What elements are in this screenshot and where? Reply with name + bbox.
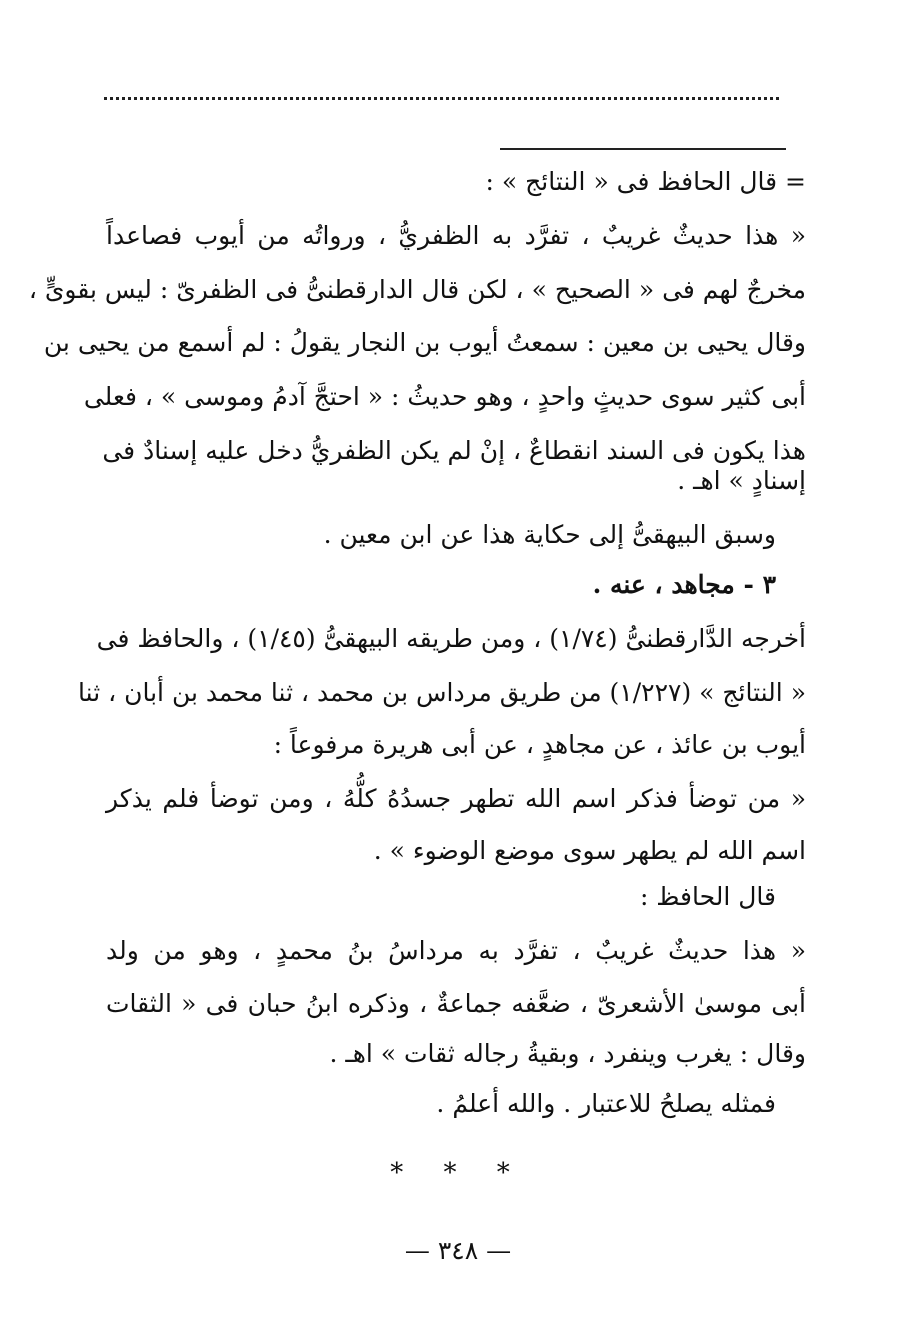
text-line: إسنادٍ » اهـ . bbox=[677, 466, 806, 495]
text-line: مخرجٌ لهم فى « الصحيح » ، لكن قال الدارقطنىُّ فى الظفرىّ : ليس بقوىٍّ ، bbox=[28, 275, 806, 304]
section-heading: ٣ - مجاهد ، عنه . bbox=[592, 570, 776, 599]
text-line: = قال الحافظ فى « النتائج » : bbox=[485, 167, 806, 196]
text-line: « هذا حديثٌ غريبٌ ، تفرَّد به مرداسُ بنُ محمدٍ ، وهو من ولد bbox=[106, 936, 806, 965]
text-line: وقال : يغرب وينفرد ، وبقيةُ رجاله ثقات » اهـ . bbox=[329, 1039, 806, 1068]
text-line: أيوب بن عائذ ، عن مجاهدٍ ، عن أبى هريرة مرفوعاً : bbox=[273, 730, 806, 759]
hadith-text-line: اسم الله لم يطهر سوى موضع الوضوء » . bbox=[373, 836, 806, 865]
footnote-rule bbox=[500, 148, 786, 150]
text-line: أبى موسىٰ الأشعرىّ ، ضعَّفه جماعةٌ ، وذكره ابنُ حبان فى « الثقات bbox=[106, 989, 806, 1018]
text-line: وقال يحيى بن معين : سمعتُ أيوب بن النجار يقولُ : لم أسمع من يحيى بن bbox=[43, 328, 806, 357]
text-line: أبى كثير سوى حديثٍ واحدٍ ، وهو حديثُ : « احتجَّ آدمُ وموسى » ، فعلى bbox=[83, 382, 806, 411]
text-line: « هذا حديثٌ غريبٌ ، تفرَّد به الظفريُّ ، ورواتُه من أيوب فصاعداً bbox=[106, 221, 806, 250]
dotted-separator bbox=[104, 97, 779, 100]
page-number: — ٣٤٨ — bbox=[404, 1236, 512, 1265]
text-line: قال الحافظ : bbox=[639, 882, 776, 911]
text-line: « النتائج » (١/٢٢٧) من طريق مرداس بن محمد ، ثنا محمد بن أبان ، ثنا bbox=[78, 678, 806, 707]
text-line: فمثله يصلحُ للاعتبار . والله أعلمُ . bbox=[436, 1089, 776, 1118]
section-end-stars: * * * bbox=[390, 1158, 526, 1188]
text-line: هذا يكون فى السند انقطاعٌ ، إنْ لم يكن الظفريُّ دخل عليه إسنادٌ فى bbox=[102, 436, 806, 465]
hadith-text-line: « من توضأ فذكر اسم الله تطهر جسدُهُ كلُّهُ ، ومن توضأ فلم يذكر bbox=[106, 784, 806, 813]
text-line: وسبق البيهقىُّ إلى حكاية هذا عن ابن معين . bbox=[323, 520, 776, 549]
text-line: أخرجه الدَّارقطنىُّ (١/٧٤) ، ومن طريقه البيهقىُّ (١/٤٥) ، والحافظ فى bbox=[96, 624, 806, 653]
